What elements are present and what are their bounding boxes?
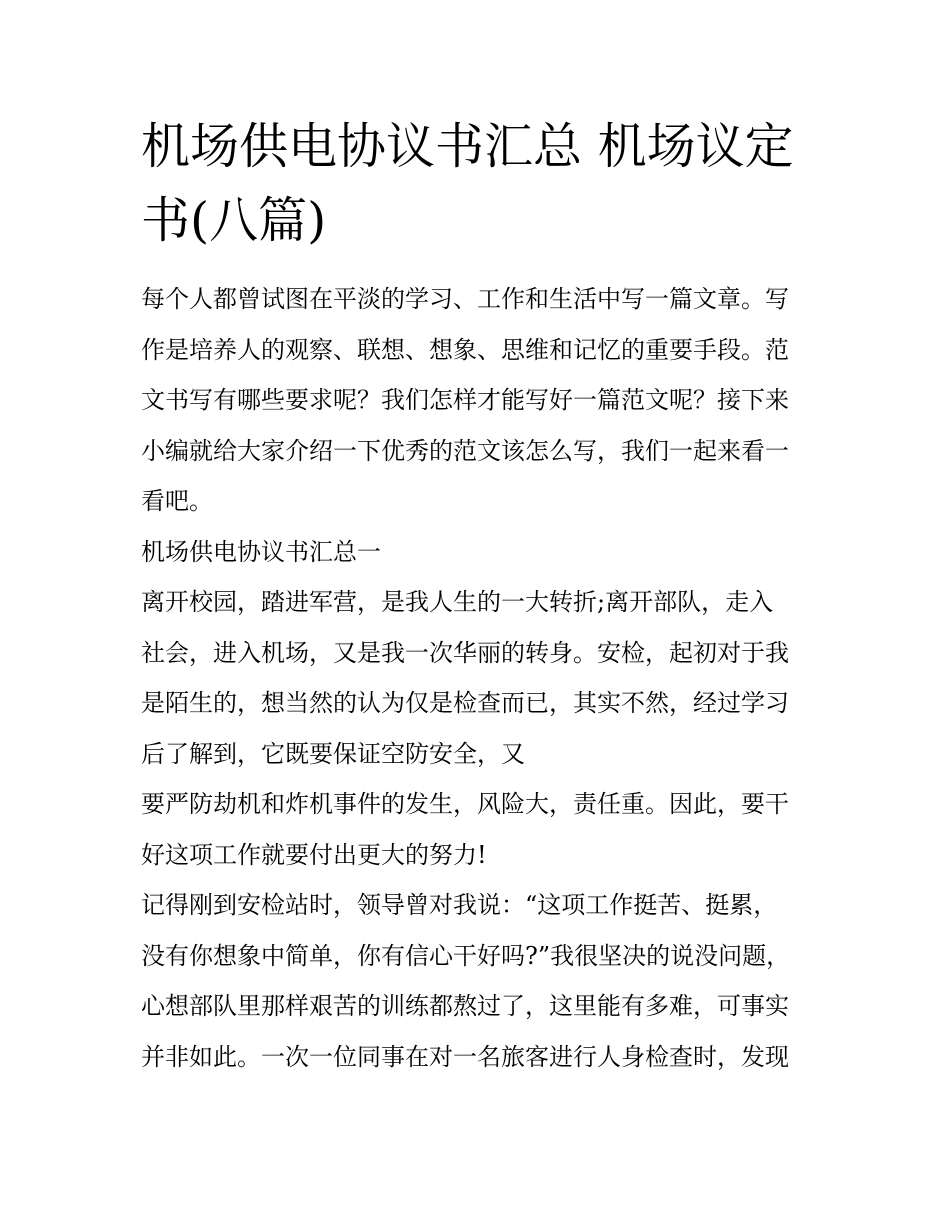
document-page: [141, 110, 821, 1082]
document-title: [141, 110, 821, 258]
body-line: 社会，进入机场，又是我一次华丽的转身。安检，起初对于我: [141, 638, 789, 667]
body-line: 是陌生的，想当然的认为仅是检查而已，其实不然，经过学习: [141, 689, 789, 717]
title-line: 书(八篇): [141, 192, 327, 249]
body-line: 要严防劫机和炸机事件的发生，风险大，责任重。因此，要干: [141, 790, 789, 818]
body-line: 作是培养人的观察、联想、想象、思维和记忆的重要手段。范: [141, 335, 789, 364]
body-line: 没有你想象中简单，你有信心干好吗?”我很坚决的说没问题，: [141, 941, 791, 970]
body-line: 离开校园，踏进军营，是我人生的一大转折;离开部队，走入: [141, 588, 774, 616]
body-line: 心想部队里那样艰苦的训练都熬过了，这里能有多难，可事实: [141, 992, 789, 1020]
body-line: 每个人都曾试图在平淡的学习、工作和生活中写一篇文章。写: [141, 285, 789, 313]
body-line: 记得刚到安检站时，领导曾对我说：“这项工作挺苦、挺累，: [141, 891, 778, 919]
body-line: 好这项工作就要付出更大的努力!: [141, 840, 487, 869]
document-body: [141, 274, 821, 1082]
body-line: 并非如此。一次一位同事在对一名旅客进行人身检查时，发现: [141, 1042, 789, 1071]
body-line: 看吧。: [141, 487, 213, 515]
section-heading: 机场供电协议书汇总一: [141, 537, 381, 566]
body-line: 小编就给大家介绍一下优秀的范文该怎么写，我们一起来看一: [141, 436, 789, 465]
body-line: 文书写有哪些要求呢？我们怎样才能写好一篇范文呢？接下来: [141, 386, 789, 414]
title-line: 机场供电协议书汇总 机场议定: [141, 118, 794, 175]
body-line: 后了解到，它既要保证空防安全，又: [141, 739, 525, 768]
